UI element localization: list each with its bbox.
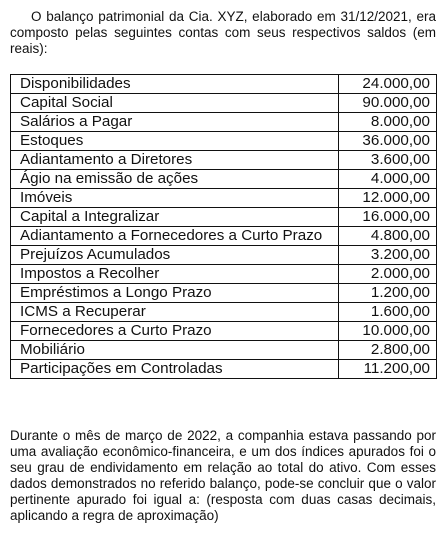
account-value: 1.200,00 xyxy=(339,284,437,303)
table-row xyxy=(11,75,437,94)
accounts-table-body xyxy=(11,75,437,379)
account-value: 90.000,00 xyxy=(339,94,437,113)
account-name: Imóveis xyxy=(11,189,339,208)
table-row xyxy=(11,246,437,265)
account-name: Mobiliário xyxy=(11,341,339,360)
account-value: 11.200,00 xyxy=(339,360,437,379)
account-name: ICMS a Recuperar xyxy=(11,303,339,322)
table-row xyxy=(11,113,437,132)
account-name: Empréstimos a Longo Prazo xyxy=(11,284,339,303)
intro-paragraph: O balanço patrimonial da Cia. XYZ, elaborado em 31/12/2021, era composto pelas seguintes contas com seus respectivos saldos (em reais): xyxy=(10,9,436,56)
accounts-table xyxy=(10,74,437,379)
account-name: Capital a Integralizar xyxy=(11,208,339,227)
table-row xyxy=(11,170,437,189)
table-row xyxy=(11,94,437,113)
account-value: 10.000,00 xyxy=(339,322,437,341)
account-value: 12.000,00 xyxy=(339,189,437,208)
account-name: Prejuízos Acumulados xyxy=(11,246,339,265)
table-row xyxy=(11,227,437,246)
account-value: 2.800,00 xyxy=(339,341,437,360)
question-paragraph: Durante o mês de março de 2022, a companhia estava passando por uma avaliação econômico-financeira, e um dos índices apurados foi o seu grau de endividamento em relação ao total do ativo. Com esses dados demonstrados no referido balanço, pode-se concluir que o valor pertinente apurado foi igual a: (resposta com duas casas decimais, aplicando a regra de aproximação) xyxy=(10,428,436,523)
account-name: Participações em Controladas xyxy=(11,360,339,379)
table-row xyxy=(11,360,437,379)
account-value: 24.000,00 xyxy=(339,75,437,94)
table-row xyxy=(11,284,437,303)
table-row xyxy=(11,208,437,227)
table-row xyxy=(11,132,437,151)
account-value: 36.000,00 xyxy=(339,132,437,151)
table-row xyxy=(11,303,437,322)
table-row xyxy=(11,189,437,208)
account-value: 2.000,00 xyxy=(339,265,437,284)
account-name: Adiantamento a Diretores xyxy=(11,151,339,170)
account-name: Estoques xyxy=(11,132,339,151)
account-value: 4.800,00 xyxy=(339,227,437,246)
account-value: 16.000,00 xyxy=(339,208,437,227)
account-value: 3.600,00 xyxy=(339,151,437,170)
account-name: Fornecedores a Curto Prazo xyxy=(11,322,339,341)
account-value: 1.600,00 xyxy=(339,303,437,322)
account-name: Adiantamento a Fornecedores a Curto Prazo xyxy=(11,227,339,246)
table-row xyxy=(11,341,437,360)
table-row xyxy=(11,265,437,284)
account-value: 4.000,00 xyxy=(339,170,437,189)
account-value: 8.000,00 xyxy=(339,113,437,132)
account-name: Disponibilidades xyxy=(11,75,339,94)
account-name: Ágio na emissão de ações xyxy=(11,170,339,189)
account-name: Impostos a Recolher xyxy=(11,265,339,284)
table-row xyxy=(11,322,437,341)
table-row xyxy=(11,151,437,170)
account-name: Capital Social xyxy=(11,94,339,113)
account-value: 3.200,00 xyxy=(339,246,437,265)
account-name: Salários a Pagar xyxy=(11,113,339,132)
